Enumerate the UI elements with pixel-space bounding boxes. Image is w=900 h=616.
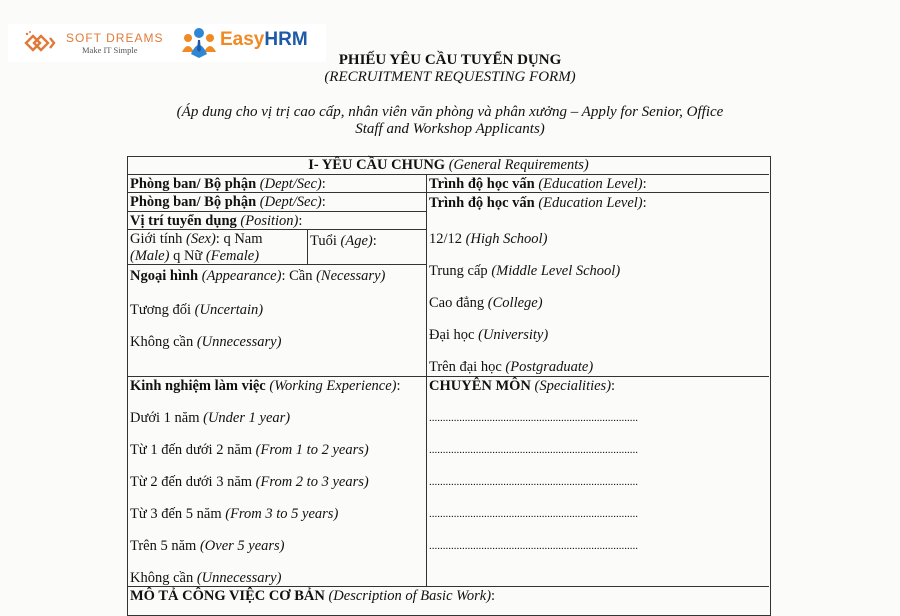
experience-label: Kinh nghiệm làm việc (Working Experience): xyxy=(130,378,401,394)
appearance-label: Ngoại hình (Appearance): Cần (Necessary) xyxy=(130,268,386,284)
form-title: PHIẾU YÊU CẦU TUYỂN DỤNG xyxy=(338,52,562,68)
experience-option[interactable]: Từ 1 đến dưới 2 năm (From 1 to 2 years) xyxy=(130,442,369,458)
form-applicability-note: (Áp dung cho vị trị cao cấp, nhân viên văn phòng và phân xưởng – Apply for Senior, Office Staff and Workshop Applicants) xyxy=(176,104,724,137)
education-option[interactable]: Trung cấp (Middle Level School) xyxy=(429,263,621,279)
dept-field-2[interactable]: Phòng ban/ Bộ phận (Dept/Sec): xyxy=(130,194,326,210)
education-field-1[interactable]: Trình độ học vấn (Education Level): xyxy=(429,176,647,192)
column-rule xyxy=(426,174,427,586)
specialities-blank-line[interactable]: ............................................................................ xyxy=(429,540,638,552)
specialities-blank-line[interactable]: ............................................................................ xyxy=(429,476,638,488)
requirements-table xyxy=(127,156,771,616)
dept-field-1[interactable]: Phòng ban/ Bộ phận (Dept/Sec): xyxy=(130,176,326,192)
experience-option[interactable]: Trên 5 năm (Over 5 years) xyxy=(130,538,285,554)
experience-option[interactable]: Dưới 1 năm (Under 1 year) xyxy=(130,410,291,426)
specialities-blank-line[interactable]: ............................................................................ xyxy=(429,508,638,520)
section-heading: I- YÊU CẦU CHUNG (General Requirements) xyxy=(308,157,589,173)
softdreams-name: SOFT DREAMS xyxy=(66,31,164,45)
specialities-label: CHUYÊN MÔN (Specialities): xyxy=(429,378,616,394)
education-option[interactable]: Đại học (University) xyxy=(429,327,549,343)
experience-option[interactable]: Từ 2 đến dưới 3 năm (From 2 to 3 years) xyxy=(130,474,369,490)
row-rule xyxy=(128,211,426,212)
specialities-blank-line[interactable]: ............................................................................ xyxy=(429,412,638,424)
softdreams-tagline: Make IT Simple xyxy=(82,45,138,55)
specialities-blank-line[interactable]: ............................................................................ xyxy=(429,444,638,456)
education-option[interactable]: Trên đại học (Postgraduate) xyxy=(429,359,594,375)
row-rule xyxy=(128,174,769,175)
column-rule xyxy=(307,229,308,264)
appearance-option[interactable]: Tương đối (Uncertain) xyxy=(130,302,264,318)
sex-field[interactable]: Giới tính (Sex): q Nam (Male) q Nữ (Female) xyxy=(130,231,263,264)
form-subtitle: (RECRUITMENT REQUESTING FORM) xyxy=(324,69,576,85)
easyhrm-name: EasyHRM xyxy=(220,29,308,50)
position-field[interactable]: Vị trí tuyển dụng (Position): xyxy=(130,213,303,229)
appearance-option[interactable]: Không cần (Unnecessary) xyxy=(130,334,282,350)
age-field[interactable]: Tuổi (Age): xyxy=(310,233,377,249)
education-field-2: Trình độ học vấn (Education Level): xyxy=(429,195,647,211)
experience-option[interactable]: Từ 3 đến 5 năm (From 3 to 5 years) xyxy=(130,506,339,522)
education-option[interactable]: 12/12 (High School) xyxy=(429,231,548,247)
row-rule xyxy=(128,376,769,377)
basic-work-label: MÔ TẢ CÔNG VIỆC CƠ BẢN (Description of Basic Work): xyxy=(130,588,496,604)
education-option[interactable]: Cao đẳng (College) xyxy=(429,295,543,311)
experience-option[interactable]: Không cần (Unnecessary) xyxy=(130,570,282,586)
